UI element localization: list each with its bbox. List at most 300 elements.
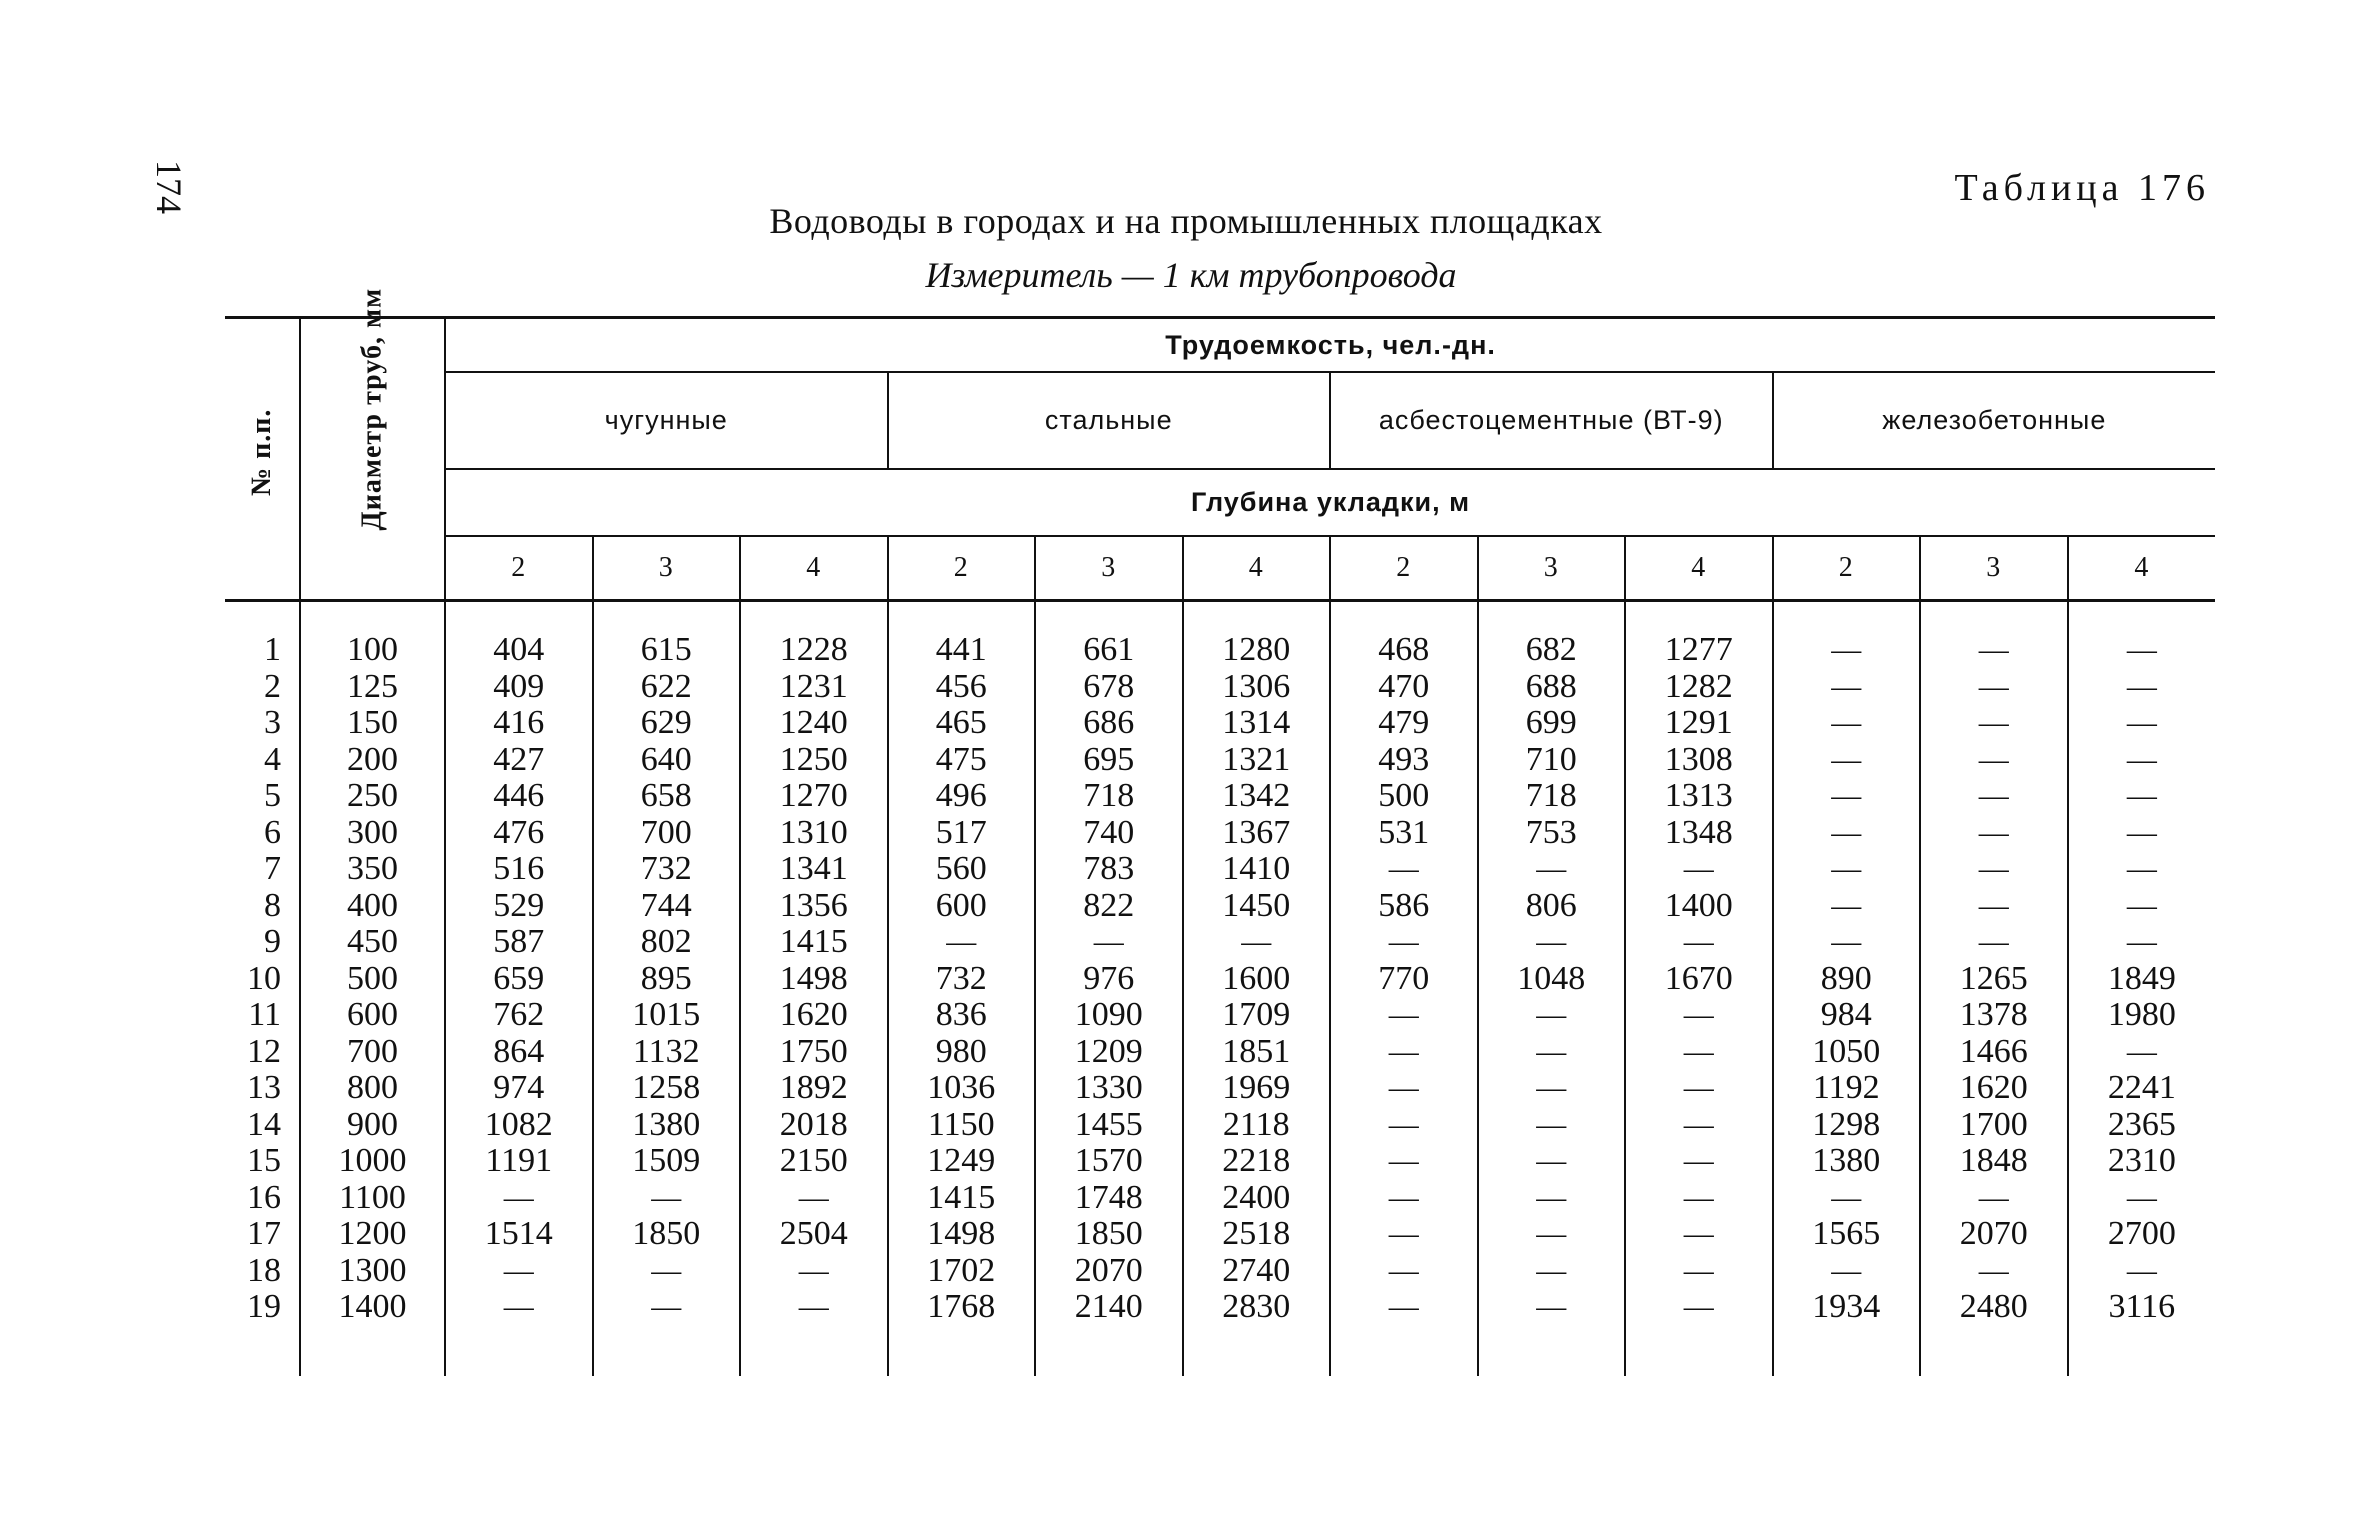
value-cell: — <box>1478 1107 1626 1144</box>
value-cell: 682 <box>1478 632 1626 669</box>
spacer-cell <box>1183 1326 1331 1376</box>
depth-cell: 4 <box>1183 536 1331 601</box>
value-cell: 493 <box>1330 742 1478 779</box>
value-cell: 2070 <box>1035 1253 1183 1290</box>
table-row <box>225 888 2215 925</box>
value-cell: — <box>888 924 1036 961</box>
value-cell: 1192 <box>1773 1070 1921 1107</box>
value-cell: — <box>1625 997 1773 1034</box>
value-cell: 1313 <box>1625 778 1773 815</box>
value-cell: 1700 <box>1920 1107 2068 1144</box>
value-cell: — <box>1330 1107 1478 1144</box>
value-cell: 1341 <box>740 851 888 888</box>
table-row <box>225 1180 2215 1217</box>
table-row <box>225 961 2215 998</box>
row-number-cell: 13 <box>225 1070 300 1107</box>
value-cell: — <box>1773 632 1921 669</box>
row-number-cell: 7 <box>225 851 300 888</box>
value-cell: — <box>1920 778 2068 815</box>
value-cell: — <box>1920 1180 2068 1217</box>
value-cell: 1850 <box>1035 1216 1183 1253</box>
value-cell: 2150 <box>740 1143 888 1180</box>
depth-cell: 4 <box>2068 536 2216 601</box>
value-cell: — <box>445 1289 593 1326</box>
value-cell: 1282 <box>1625 669 1773 706</box>
value-cell: — <box>1330 851 1478 888</box>
value-cell: 1466 <box>1920 1034 2068 1071</box>
row-number-cell: 17 <box>225 1216 300 1253</box>
value-cell: 700 <box>593 815 741 852</box>
value-cell: 1308 <box>1625 742 1773 779</box>
value-cell: 1050 <box>1773 1034 1921 1071</box>
value-cell: 686 <box>1035 705 1183 742</box>
diameter-cell: 350 <box>300 851 445 888</box>
spacer-cell <box>593 1326 741 1376</box>
value-cell: — <box>1773 778 1921 815</box>
value-cell: 1620 <box>1920 1070 2068 1107</box>
value-cell: 529 <box>445 888 593 925</box>
diameter-header: Диаметр труб, мм <box>300 318 445 601</box>
spacer-cell <box>1773 1326 1921 1376</box>
table-row <box>225 1216 2215 1253</box>
value-cell: — <box>1920 742 2068 779</box>
value-cell: 1848 <box>1920 1143 2068 1180</box>
value-cell: 1265 <box>1920 961 2068 998</box>
table-row <box>225 1143 2215 1180</box>
value-cell: — <box>1625 1253 1773 1290</box>
depth-cell: 2 <box>1330 536 1478 601</box>
value-cell: 1410 <box>1183 851 1331 888</box>
value-cell: 658 <box>593 778 741 815</box>
value-cell: 1310 <box>740 815 888 852</box>
value-cell: 496 <box>888 778 1036 815</box>
diameter-cell: 1100 <box>300 1180 445 1217</box>
value-cell: 1270 <box>740 778 888 815</box>
table-row <box>225 1107 2215 1144</box>
value-cell: 718 <box>1035 778 1183 815</box>
row-number-cell: 4 <box>225 742 300 779</box>
value-cell: — <box>1625 851 1773 888</box>
value-cell: — <box>1920 924 2068 961</box>
value-cell: 1015 <box>593 997 741 1034</box>
value-cell: — <box>1773 1180 1921 1217</box>
value-cell: 1455 <box>1035 1107 1183 1144</box>
table-row <box>225 1289 2215 1326</box>
value-cell: 1209 <box>1035 1034 1183 1071</box>
value-cell: 2241 <box>2107 1069 2176 1106</box>
value-cell: — <box>1478 1216 1626 1253</box>
value-cell: 1036 <box>888 1070 1036 1107</box>
value-cell: 980 <box>888 1034 1036 1071</box>
spacer-cell <box>1478 1326 1626 1376</box>
value-cell: — <box>2126 1034 2157 1068</box>
value-cell: 2830 <box>1183 1289 1331 1326</box>
row-number-cell: 5 <box>225 778 300 815</box>
value-cell: 1228 <box>740 632 888 669</box>
row-number-cell: 10 <box>225 961 300 998</box>
spacer-cell <box>225 1326 300 1376</box>
value-cell: — <box>1478 997 1626 1034</box>
value-cell: 517 <box>888 815 1036 852</box>
value-cell: 1378 <box>1920 997 2068 1034</box>
value-cell: 560 <box>888 851 1036 888</box>
value-cell: — <box>445 1180 593 1217</box>
value-cell: 1849 <box>2107 959 2176 997</box>
value-cell: 1498 <box>740 961 888 998</box>
value-cell: 1298 <box>1773 1107 1921 1144</box>
value-cell: — <box>1773 1253 1921 1290</box>
row-number-cell: 12 <box>225 1034 300 1071</box>
spacer-cell <box>888 1326 1036 1376</box>
row-number-cell: 15 <box>225 1143 300 1180</box>
value-cell: 1342 <box>1183 778 1331 815</box>
depth-cell: 2 <box>1773 536 1921 601</box>
value-cell: 974 <box>445 1070 593 1107</box>
table-title: Водоводы в городах и на промышленных площадках <box>769 201 1603 241</box>
value-cell: — <box>1625 1070 1773 1107</box>
value-cell: 622 <box>593 669 741 706</box>
value-cell: — <box>2126 742 2157 776</box>
diameter-cell: 400 <box>300 888 445 925</box>
value-cell: — <box>593 1180 741 1217</box>
diameter-cell: 1200 <box>300 1216 445 1253</box>
value-cell: — <box>2126 1180 2157 1214</box>
row-number-cell: 16 <box>225 1180 300 1217</box>
value-cell: — <box>2126 669 2157 703</box>
value-cell: — <box>740 1289 888 1326</box>
value-cell: 1851 <box>1183 1034 1331 1071</box>
value-cell: 468 <box>1330 632 1478 669</box>
group-header-concrete: железобетонные <box>1773 372 2216 469</box>
value-cell: — <box>1625 1216 1773 1253</box>
value-cell: 1250 <box>740 742 888 779</box>
value-cell: 1415 <box>740 924 888 961</box>
value-cell: 456 <box>888 669 1036 706</box>
row-number-cell: 2 <box>225 669 300 706</box>
value-cell: — <box>1330 1143 1478 1180</box>
spacer-row <box>225 1326 2215 1376</box>
row-number-cell: 1 <box>225 632 300 669</box>
value-cell: — <box>740 1180 888 1217</box>
value-cell: 659 <box>445 961 593 998</box>
value-cell: 1980 <box>2107 996 2176 1033</box>
value-cell: 1702 <box>888 1253 1036 1290</box>
value-cell: 1400 <box>1625 888 1773 925</box>
value-cell: — <box>1920 815 2068 852</box>
value-cell: 476 <box>445 815 593 852</box>
value-cell: 2740 <box>1183 1253 1331 1290</box>
value-cell: — <box>1478 924 1626 961</box>
value-cell: 1356 <box>740 888 888 925</box>
value-cell: — <box>1330 1070 1478 1107</box>
table-row <box>225 705 2215 742</box>
value-cell: 427 <box>445 742 593 779</box>
value-cell: 2518 <box>1183 1216 1331 1253</box>
value-cell: — <box>1035 924 1183 961</box>
diameter-cell: 600 <box>300 997 445 1034</box>
value-cell: 718 <box>1478 778 1626 815</box>
value-cell: 441 <box>888 632 1036 669</box>
diameter-cell: 1000 <box>300 1143 445 1180</box>
value-cell: — <box>2126 815 2157 849</box>
value-cell: 1191 <box>445 1143 593 1180</box>
value-cell: — <box>2126 1253 2157 1287</box>
value-cell: — <box>1625 1289 1773 1326</box>
value-cell: — <box>1330 1180 1478 1217</box>
page-number: 174 <box>149 160 189 214</box>
value-cell: 629 <box>593 705 741 742</box>
value-cell: 1768 <box>888 1289 1036 1326</box>
value-cell: 2365 <box>2107 1105 2176 1143</box>
diameter-cell: 1300 <box>300 1253 445 1290</box>
value-cell: — <box>1625 1034 1773 1071</box>
value-cell: — <box>1773 924 1921 961</box>
depth-cell: 2 <box>445 536 593 601</box>
value-cell: — <box>2126 779 2157 812</box>
value-cell: 446 <box>445 778 593 815</box>
value-cell: — <box>1773 742 1921 779</box>
spacer-cell <box>1330 1326 1478 1376</box>
table-label: Таблица 176 <box>1954 167 2210 209</box>
value-cell: — <box>2126 852 2157 885</box>
table-row <box>225 924 2215 961</box>
spacer-cell <box>2068 1326 2216 1376</box>
value-cell: 1670 <box>1625 961 1773 998</box>
value-cell: 1330 <box>1035 1070 1183 1107</box>
diameter-cell: 100 <box>300 632 445 669</box>
value-cell: 2310 <box>2107 1142 2176 1179</box>
spacer-row <box>225 601 2215 633</box>
value-cell: — <box>445 1253 593 1290</box>
table-row <box>225 1070 2215 1107</box>
depth-cell: 3 <box>1035 536 1183 601</box>
value-cell: — <box>1478 851 1626 888</box>
value-cell: 1132 <box>593 1034 741 1071</box>
value-cell: — <box>1478 1070 1626 1107</box>
diameter-cell: 700 <box>300 1034 445 1071</box>
value-cell: — <box>1330 1289 1478 1326</box>
value-cell: 475 <box>888 742 1036 779</box>
value-cell: 2504 <box>740 1216 888 1253</box>
value-cell: 1709 <box>1183 997 1331 1034</box>
value-cell: 404 <box>445 632 593 669</box>
value-cell: 1280 <box>1183 632 1331 669</box>
value-cell: — <box>1920 1253 2068 1290</box>
spacer-cell <box>1625 1326 1773 1376</box>
depth-cell: 2 <box>888 536 1036 601</box>
table-body <box>225 601 2215 1376</box>
table-row <box>225 997 2215 1034</box>
spacer-cell <box>1035 1326 1183 1376</box>
diameter-cell: 1400 <box>300 1289 445 1326</box>
value-cell: 678 <box>1035 669 1183 706</box>
row-number-cell: 19 <box>225 1289 300 1326</box>
data-table-container <box>225 287 2215 1376</box>
value-cell: — <box>740 1253 888 1290</box>
value-cell: — <box>1330 1216 1478 1253</box>
value-cell: 2140 <box>1035 1289 1183 1326</box>
value-cell: 615 <box>593 632 741 669</box>
value-cell: 732 <box>888 961 1036 998</box>
value-cell: 1380 <box>593 1107 741 1144</box>
value-cell: 890 <box>1773 961 1921 998</box>
value-cell: — <box>2126 925 2157 958</box>
row-number-header: № п.п. <box>225 318 300 601</box>
value-cell: 3116 <box>2108 1288 2176 1325</box>
table-row <box>225 1034 2215 1071</box>
value-cell: 1748 <box>1035 1180 1183 1217</box>
value-cell: 1380 <box>1773 1143 1921 1180</box>
value-cell: — <box>1330 924 1478 961</box>
value-cell: 695 <box>1035 742 1183 779</box>
value-cell: 802 <box>593 924 741 961</box>
spacer-cell <box>300 1326 445 1376</box>
table-subtitle: Измеритель — 1 км трубопровода <box>925 255 1457 295</box>
spacer-cell <box>445 1326 593 1376</box>
table-row <box>225 742 2215 779</box>
value-cell: 688 <box>1478 669 1626 706</box>
value-cell: 1348 <box>1625 815 1773 852</box>
value-cell: 864 <box>445 1034 593 1071</box>
value-cell: 1415 <box>888 1180 1036 1217</box>
value-cell: — <box>1625 1143 1773 1180</box>
value-cell: — <box>1478 1289 1626 1326</box>
table-row <box>225 669 2215 706</box>
diameter-cell: 200 <box>300 742 445 779</box>
value-cell: 1570 <box>1035 1143 1183 1180</box>
value-cell: 409 <box>445 669 593 706</box>
value-cell: 1600 <box>1183 961 1331 998</box>
value-cell: — <box>1330 1034 1478 1071</box>
diameter-cell: 800 <box>300 1070 445 1107</box>
value-cell: — <box>1773 705 1921 742</box>
value-cell: 783 <box>1035 851 1183 888</box>
value-cell: 762 <box>445 997 593 1034</box>
diameter-cell: 900 <box>300 1107 445 1144</box>
value-cell: 500 <box>1330 778 1478 815</box>
diameter-cell: 150 <box>300 705 445 742</box>
row-number-cell: 18 <box>225 1253 300 1290</box>
value-cell: 710 <box>1478 742 1626 779</box>
value-cell: 1314 <box>1183 705 1331 742</box>
value-cell: 2070 <box>1920 1216 2068 1253</box>
value-cell: 2018 <box>740 1107 888 1144</box>
row-number-cell: 6 <box>225 815 300 852</box>
diameter-cell: 300 <box>300 815 445 852</box>
value-cell: — <box>1625 924 1773 961</box>
diameter-cell: 500 <box>300 961 445 998</box>
table-row <box>225 778 2215 815</box>
value-cell: — <box>1478 1253 1626 1290</box>
value-cell: 640 <box>593 742 741 779</box>
value-cell: 586 <box>1330 888 1478 925</box>
depth-cell: 3 <box>1920 536 2068 601</box>
value-cell: 895 <box>593 961 741 998</box>
value-cell: 2700 <box>2107 1215 2176 1252</box>
value-cell: — <box>1478 1143 1626 1180</box>
value-cell: 1565 <box>1773 1216 1921 1253</box>
value-cell: 1150 <box>888 1107 1036 1144</box>
value-cell: 1514 <box>445 1216 593 1253</box>
value-cell: — <box>1330 1253 1478 1290</box>
value-cell: 984 <box>1773 997 1921 1034</box>
spacer-cell <box>740 1326 888 1376</box>
value-cell: 732 <box>593 851 741 888</box>
value-cell: — <box>1330 997 1478 1034</box>
value-cell: 1509 <box>593 1143 741 1180</box>
value-cell: 465 <box>888 705 1036 742</box>
value-cell: 1934 <box>1773 1289 1921 1326</box>
value-cell: — <box>1478 1034 1626 1071</box>
value-cell: 1969 <box>1183 1070 1331 1107</box>
value-cell: 531 <box>1330 815 1478 852</box>
value-cell: 587 <box>445 924 593 961</box>
value-cell: 1090 <box>1035 997 1183 1034</box>
value-cell: 1277 <box>1625 632 1773 669</box>
row-number-cell: 9 <box>225 924 300 961</box>
diameter-cell: 450 <box>300 924 445 961</box>
value-cell: 822 <box>1035 888 1183 925</box>
row-number-cell: 3 <box>225 705 300 742</box>
value-cell: 2480 <box>1920 1289 2068 1326</box>
row-number-cell: 14 <box>225 1107 300 1144</box>
row-number-cell: 8 <box>225 888 300 925</box>
value-cell: 1306 <box>1183 669 1331 706</box>
value-cell: 744 <box>593 888 741 925</box>
value-cell: 1291 <box>1625 705 1773 742</box>
value-cell: 1231 <box>740 669 888 706</box>
table-row <box>225 632 2215 669</box>
value-cell: 699 <box>1478 705 1626 742</box>
value-cell: — <box>2126 706 2157 739</box>
value-cell: 836 <box>888 997 1036 1034</box>
value-cell: 470 <box>1330 669 1478 706</box>
value-cell: — <box>593 1289 741 1326</box>
value-cell: 1620 <box>740 997 888 1034</box>
value-cell: 1498 <box>888 1216 1036 1253</box>
value-cell: 1240 <box>740 705 888 742</box>
value-cell: 740 <box>1035 815 1183 852</box>
labor-header: Трудоемкость, чел.-дн. <box>445 318 2215 373</box>
value-cell: — <box>2126 888 2157 922</box>
value-cell: — <box>1773 888 1921 925</box>
value-cell: 661 <box>1035 632 1183 669</box>
labor-table <box>225 287 2215 1376</box>
depth-cell: 3 <box>593 536 741 601</box>
value-cell: 1850 <box>593 1216 741 1253</box>
depth-header: Глубина укладки, м <box>445 469 2215 535</box>
depth-cell: 4 <box>1625 536 1773 601</box>
value-cell: — <box>1183 924 1331 961</box>
value-cell: 1321 <box>1183 742 1331 779</box>
value-cell: — <box>1920 632 2068 669</box>
value-cell: — <box>2126 633 2157 666</box>
depth-cell: 3 <box>1478 536 1626 601</box>
value-cell: — <box>1920 851 2068 888</box>
diameter-cell: 250 <box>300 778 445 815</box>
value-cell: — <box>1625 1180 1773 1217</box>
value-cell: 1258 <box>593 1070 741 1107</box>
value-cell: 2118 <box>1183 1107 1331 1144</box>
depth-cell: 4 <box>740 536 888 601</box>
value-cell: — <box>1773 669 1921 706</box>
value-cell: 753 <box>1478 815 1626 852</box>
value-cell: — <box>1920 705 2068 742</box>
value-cell: 1750 <box>740 1034 888 1071</box>
value-cell: — <box>1478 1180 1626 1217</box>
value-cell: 416 <box>445 705 593 742</box>
group-header-asbestos: асбестоцементные (ВТ-9) <box>1330 372 1773 469</box>
